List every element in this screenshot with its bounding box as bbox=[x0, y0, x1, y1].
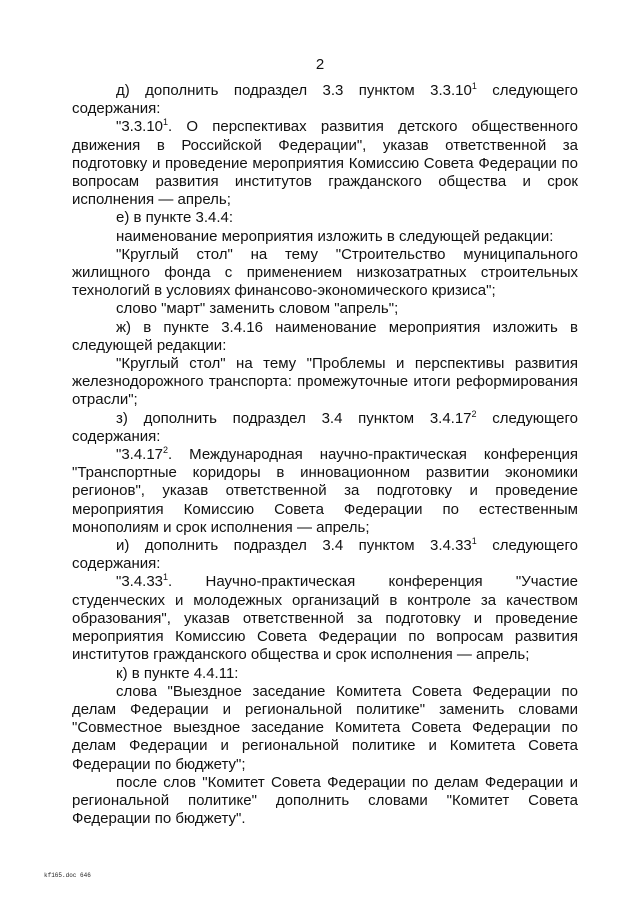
paragraph-e: е) в пункте 3.4.4: bbox=[116, 209, 234, 227]
paragraph-z: з) дополнить подраздел 3.4 пунктом 3.4.17$^2$ следующего содержания: bbox=[72, 408, 579, 445]
paragraph-slovo-mart: слово "март" заменить словом "апрель"; bbox=[116, 300, 399, 318]
paragraph-kruglyi-stol-1: "Круглый стол" на тему "Строительство муниципального жилищного фонда с применением низкозатратных строительных технологий в условиях финансово-экономического кризиса"; bbox=[72, 245, 578, 300]
paragraph-k: к) в пункте 4.4.11: bbox=[116, 664, 239, 682]
paragraph-naimenovanie: наименование мероприятия изложить в следующей редакции: bbox=[116, 227, 554, 245]
paragraph-zh: ж) в пункте 3.4.16 наименование мероприятия изложить в следующей редакции: bbox=[72, 318, 578, 354]
paragraph-3-4-17: "3.4.17$^2$. Международная научно-практическая конференция "Транспортные коридоры в инновационном развитии экономики регионов", указав ответственной за подготовку и проведение мероприятия Комиссию Совета Федерации по естественным монополиям и срок исполнения — апрель; bbox=[72, 445, 578, 536]
paragraph-i: и) дополнить подраздел 3.4 пунктом 3.4.33$^1$ следующего содержания: bbox=[72, 536, 578, 573]
paragraph-posle-slov: после слов "Комитет Совета Федерации по делам Федерации и региональной политике" дополнить словами "Комитет Совета Федерации по бюджету". bbox=[72, 773, 578, 828]
paragraph-3-3-10: "3.3.10$^1$. О перспективах развития детского общественного движения в Российской Федерации", указав ответственной за подготовку и проведение мероприятия Комиссию Совета Федерации по вопросам развития институтов гражданского общества и срок исполнения — апрель; bbox=[72, 117, 578, 209]
paragraph-slova: слова "Выездное заседание Комитета Совета Федерации по делам Федерации и региональной политике" заменить словами "Совместное выездное заседание Комитета Совета Федерации по делам Федерации и региональной политике и Комитета Совета Федерации по бюджету"; bbox=[72, 682, 578, 773]
paragraph-3-4-33: "3.4.33$^1$. Научно-практическая конференция "Участие студенческих и молодежных организаций в контроле за качеством образования", указав ответственной за подготовку и проведение мероприятия Комиссию Совета Федерации по вопросам развития институтов гражданского общества и срок исполнения — апрель; bbox=[72, 572, 578, 664]
document-body bbox=[72, 82, 578, 828]
paragraph-d: д) дополнить подраздел 3.3 пунктом 3.3.10$^1$ следующего содержания: bbox=[72, 81, 579, 118]
document-footer-code: kf165.doc 646 bbox=[44, 872, 91, 879]
page-number: 2 bbox=[315, 56, 325, 73]
paragraph-kruglyi-stol-2: "Круглый стол" на тему "Проблемы и перспективы развития железнодорожного транспорта: промежуточные итоги реформирования отрасли"; bbox=[72, 355, 578, 409]
